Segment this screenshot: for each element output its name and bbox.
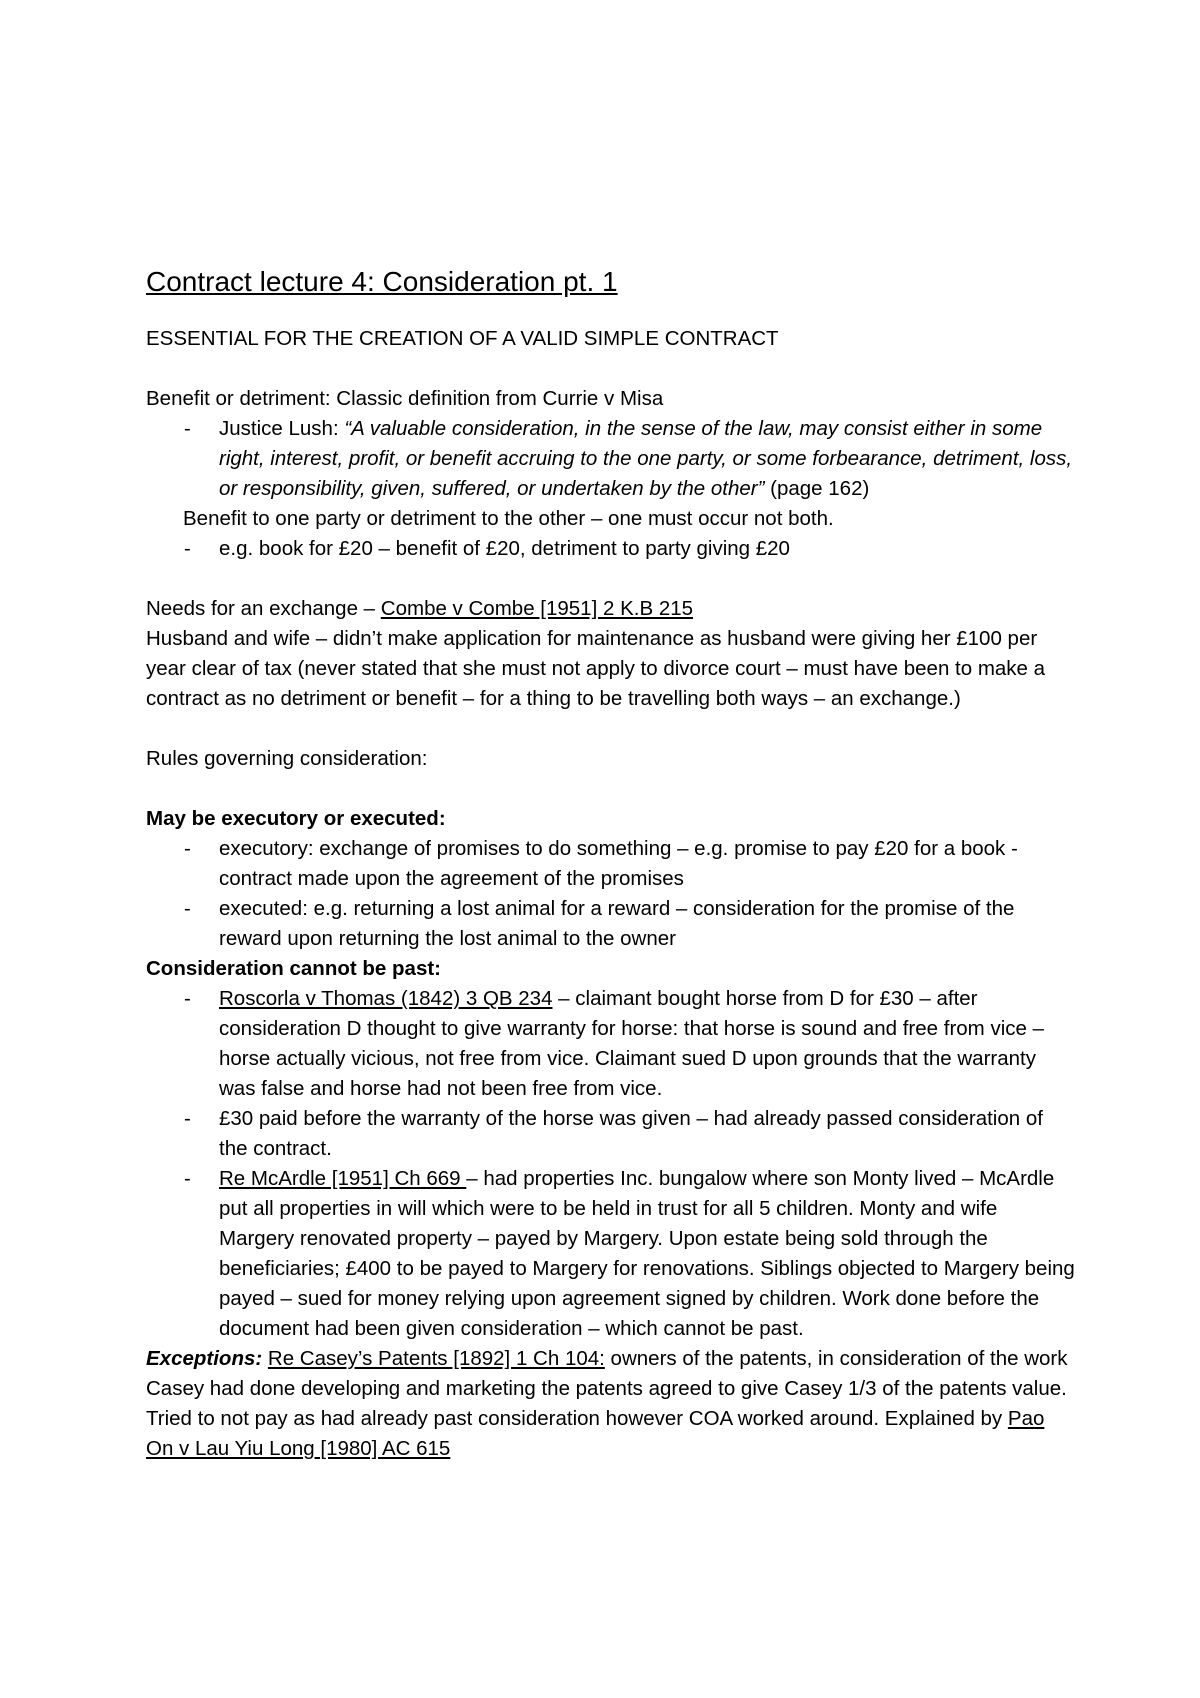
list-item: - executed: e.g. returning a lost animal for a reward – consideration for the promise of the reward upon returning the lost animal to the owner [146,894,1076,954]
lush-suffix: (page 162) [764,477,870,500]
exceptions-label: Exceptions: [146,1347,263,1370]
benefit-list [146,414,1076,504]
exchange-prefix: Needs for an exchange – [146,597,381,620]
list-item [146,984,1076,1104]
past-list [146,984,1076,1344]
list-item: - £30 paid before the warranty of the horse was given – had already passed consideration of the contract. [146,1104,1076,1164]
rules-heading: Rules governing consideration: [146,747,428,770]
past-heading: Consideration cannot be past: [146,957,441,980]
benefit-example-list [146,534,1076,564]
benefit-heading: Benefit or detriment: Classic definition from Currie v Misa [146,387,664,410]
document-page [146,262,1076,1464]
list-item [146,414,1076,504]
exceptions-text: owners of the patents, in consideration of the work Casey had done developing and marketing the patents agreed to give Casey 1/3 of the patents value. Tried to not pay as had already past consideration however COA worked around. Explained by [146,1347,1068,1430]
exceptions-paragraph [146,1344,1076,1464]
essential-heading: ESSENTIAL FOR THE CREATION OF A VALID SIMPLE CONTRACT [146,327,779,350]
page-title: Contract lecture 4: Consideration pt. 1 [146,266,618,297]
executory-heading: May be executory or executed: [146,807,446,830]
roscorla-text: – claimant bought horse from D for £30 – after consideration D thought to give warranty for horse: that horse is sound and free from vice – horse actually vicious, not free from vice. Claimant sued D upon grounds that the warranty was false and horse had not been free from vice. [219,987,1044,1100]
case-mcardle: Re McArdle [1951] Ch 669 [219,1167,467,1190]
case-pao-on: Pao On v Lau Yiu Long [1980] AC 615 [146,1407,1045,1460]
exchange-text: Husband and wife – didn’t make application for maintenance as husband were giving her £100 per year clear of tax (never stated that she must not apply to divorce court – must have been to make a contract as no detriment or benefit – for a thing to be travelling both ways – an exchange.) [146,627,1046,710]
case-combe: Combe v Combe [1951] 2 K.B 215 [380,597,694,620]
lush-prefix: Justice Lush: [219,417,345,440]
exchange-heading [146,594,1076,624]
list-item: - executory: exchange of promises to do something – e.g. promise to pay £20 for a book - contract made upon the agreement of the promises [146,834,1076,894]
list-item [146,1164,1076,1344]
list-item: - e.g. book for £20 – benefit of £20, detriment to party giving £20 [146,534,1076,564]
lush-quote: “A valuable consideration, in the sense of the law, may consist either in some right, interest, profit, or benefit accruing to the one party, or some forbearance, detriment, loss, or responsibility, given, suffered, or undertaken by the other” [219,417,1073,500]
mcardle-text: – had properties Inc. bungalow where son Monty lived – McArdle put all properties in will which were to be held in trust for all 5 children. Monty and wife Margery renovated property – payed by Margery. Upon estate being sold through the beneficiaries; £400 to be payed to Margery for renovations. Siblings objected to Margery being payed – sued for money relying upon agreement signed by children. Work done before the document had been given consideration – which cannot be past. [219,1167,1075,1340]
benefit-note: Benefit to one party or detriment to the other – one must occur not both. [183,507,834,530]
case-roscorla: Roscorla v Thomas (1842) 3 QB 234 [219,987,553,1010]
executory-list [146,834,1076,954]
case-casey: Re Casey’s Patents [1892] 1 Ch 104: [267,1347,605,1370]
